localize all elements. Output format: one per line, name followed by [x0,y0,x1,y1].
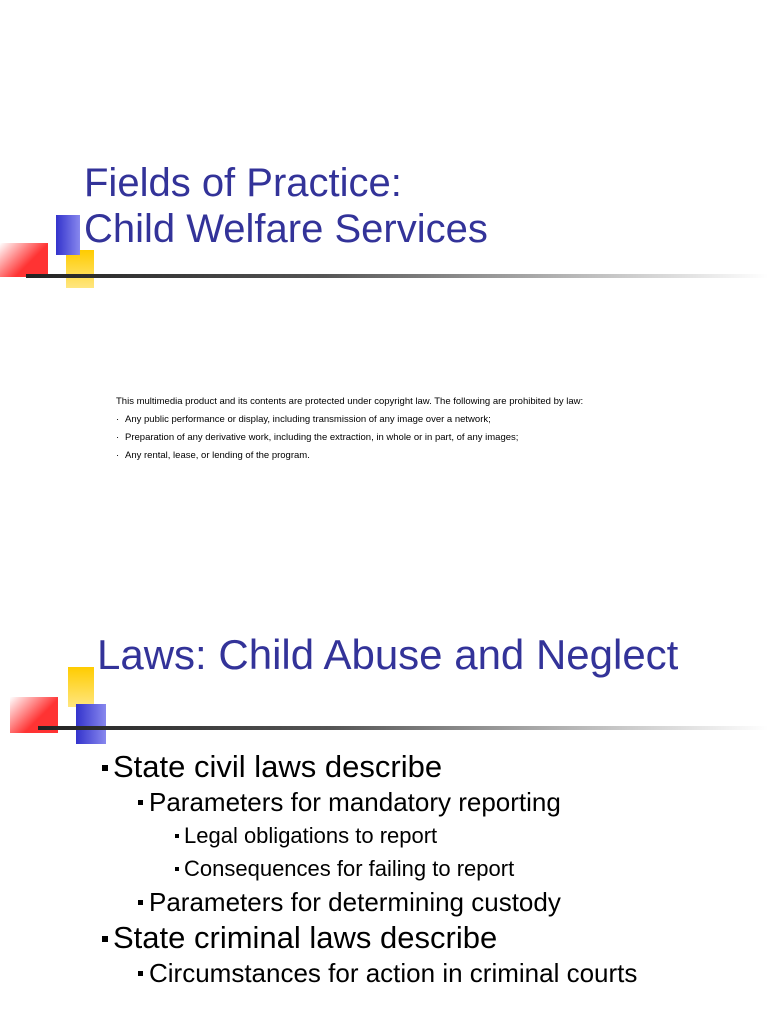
bullet-item: Parameters for determining custody [100,885,637,919]
copyright-intro: This multimedia product and its contents are protected under copyright law. The following are prohibited by law: [116,396,584,407]
copyright-list [116,411,583,465]
title-line-1: Fields of Practice: [84,161,402,205]
bullet-item: State criminal laws describe [100,919,637,956]
title-line-2: Child Welfare Services [84,207,488,251]
square-bullet-icon [102,936,108,942]
slide-1-title [84,160,488,252]
slide-2-title: Laws: Child Abuse and Neglect [97,631,679,678]
bullet-item: State civil laws describe [100,748,637,785]
title-rule [26,274,768,278]
yellow-square-decoration [68,667,94,707]
bullet-item: Legal obligations to report [100,819,637,852]
copyright-item: · Any public performance or display, including transmission of any image over a network; [116,411,583,429]
bullet-item: Parameters for mandatory reporting [100,785,637,819]
square-bullet-icon [138,971,143,976]
bullet-list [100,748,637,990]
bullet-item: Consequences for failing to report [100,852,637,885]
title-rule [38,726,768,730]
square-bullet-icon [138,900,143,905]
square-bullet-icon [175,834,179,838]
copyright-notice [116,393,583,465]
square-bullet-icon [102,765,108,771]
slide-2 [0,580,768,1024]
square-bullet-icon [175,867,179,871]
red-square-decoration [0,243,48,277]
bullet-item: Circumstances for action in criminal courts [100,956,637,990]
copyright-item: · Any rental, lease, or lending of the program. [116,447,583,465]
blue-square-decoration [56,215,80,255]
copyright-item: · Preparation of any derivative work, including the extraction, in whole or in part, of any images; [116,429,583,447]
square-bullet-icon [138,800,143,805]
yellow-square-decoration [66,250,94,288]
blue-square-decoration [76,704,106,744]
